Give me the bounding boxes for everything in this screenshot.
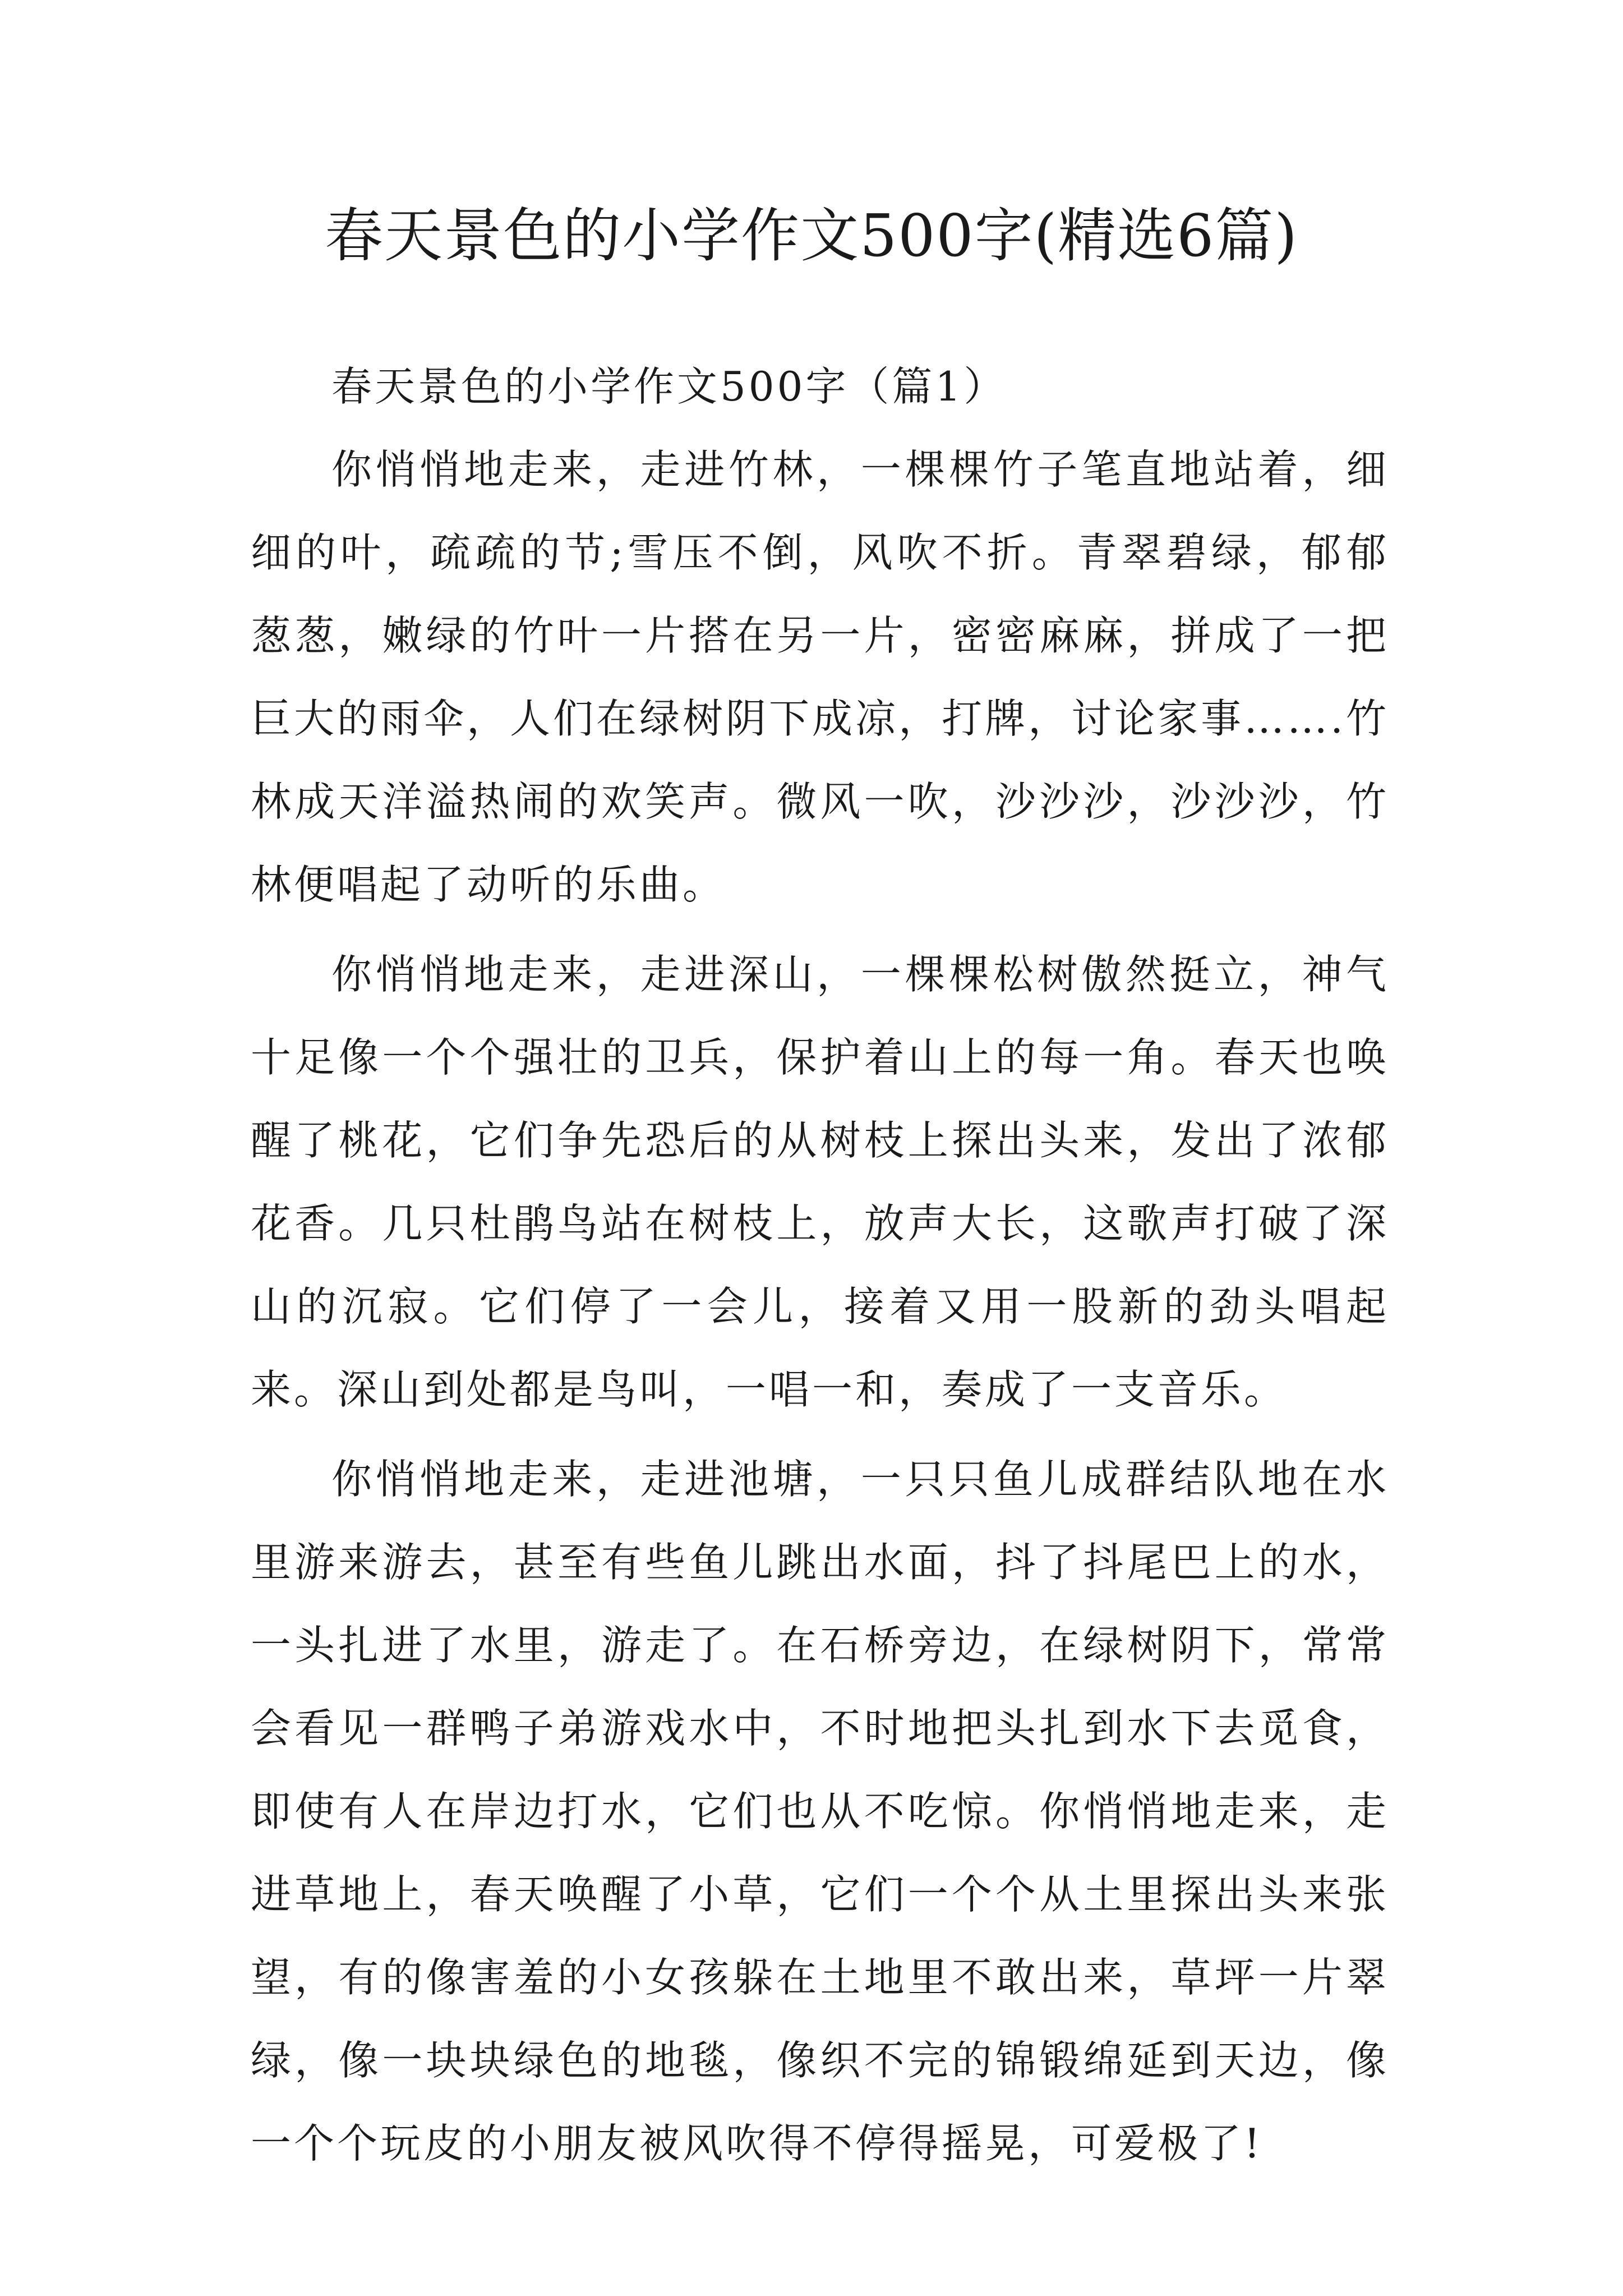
paragraph-pond: 你悄悄地走来，走进池塘，一只只鱼儿成群结队地在水里游来游去，甚至有些鱼儿跳出水面，抖了抖尾巴上的水，一头扎进了水里，游走了。在石桥旁边，在绿树阴下，常常会看见一群鸭子弟游戏水中，不时地把头扎到水下去觅食，即使有人在岸边打水，它们也从不吃惊。你悄悄地走来，走进草地上，春天唤醒了小草，它们一个个从土里探出头来张望，有的像害羞的小女孩躲在土地里不敢出来，草坪一片翠绿，像一块块绿色的地毯，像织不完的锦锻绵延到天边，像一个个玩皮的小朋友被风吹得不停得摇晃，可爱极了! [251, 1456, 1389, 2167]
document-title: 春天景色的小学作文500字(精选6篇) [325, 201, 1298, 270]
paragraph-bamboo: 你悄悄地走来，走进竹林，一棵棵竹子笔直地站着，细细的叶，疏疏的节;雪压不倒，风吹不折。青翠碧绿，郁郁葱葱，嫩绿的竹叶一片搭在另一片，密密麻麻，拼成了一把巨大的雨伞，人们在绿树阴下成凉，打牌，讨论家事…….竹林成天洋溢热闹的欢笑声。微风一吹，沙沙沙，沙沙沙，竹林便唱起了动听的乐曲。 [251, 446, 1389, 908]
document-body [251, 345, 1389, 2192]
section-heading: 春天景色的小学作文500字（篇1） [331, 363, 1007, 410]
paragraph-mountain: 你悄悄地走来，走进深山，一棵棵松树傲然挺立，神气十足像一个个强壮的卫兵，保护着山上的每一角。春天也唤醒了桃花，它们争先恐后的从树枝上探出头来，发出了浓郁花香。几只杜鹃鸟站在树枝上，放声大长，这歌声打破了深山的沉寂。它们停了一会儿，接着又用一股新的劲头唱起来。深山到处都是鸟叫，一唱一和，奏成了一支音乐。 [251, 951, 1389, 1413]
